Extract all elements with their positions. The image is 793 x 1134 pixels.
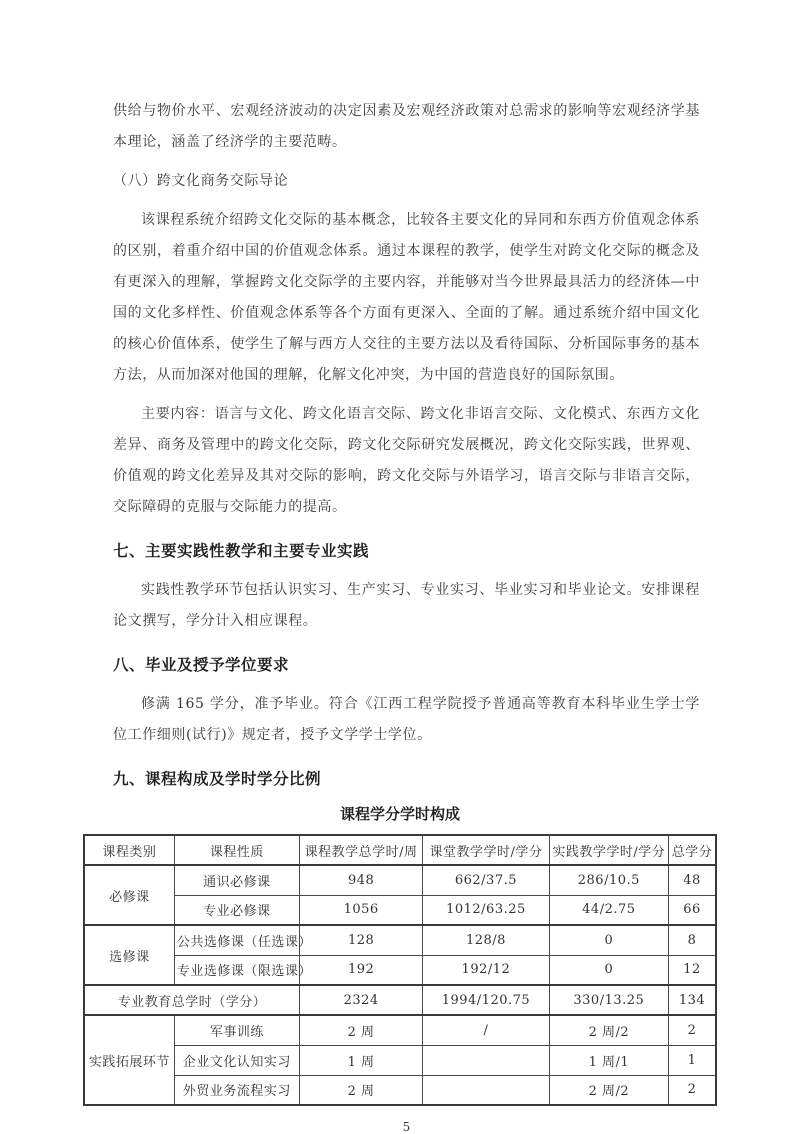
table-row <box>84 925 716 955</box>
table-row <box>84 1075 716 1105</box>
header-classroom-hours: 课堂教学学时/学分 <box>423 835 549 865</box>
cell-nature: 专业选修课（限选课） <box>174 955 299 985</box>
paragraph-course-description: 该课程系统介绍跨文化交际的基本概念，比较各主要文化的异同和东西方价值观念体系的区别，着重介绍中国的价值观念体系。通过本课程的教学，使学生对跨文化交际的概念及有更深入的理解，掌握跨文化交际学的主要内容，并能够对当今世界最具活力的经济体—中国的文化多样性、价值观念体系等各个方面有更深入、全面的了解。通过系统介绍中国文化的核心价值体系，使学生了解与西方人交往的主要方法以及看待国际、分析国际事务的基本方法，从而加深对他国的理解，化解文化冲突，为中国的营造良好的国际氛围。 <box>113 212 700 383</box>
section-heading-7-practical-teaching: 七、主要实践性教学和主要专业实践 <box>113 542 370 560</box>
table-row <box>84 895 716 925</box>
page-number: 5 <box>402 1120 411 1134</box>
cell-credits: 1 <box>669 1045 716 1075</box>
cell-total: 948 <box>300 865 423 895</box>
header-total-hours: 课程教学总学时/周 <box>300 835 423 865</box>
table-row-total <box>84 985 716 1015</box>
cell-classroom <box>423 1045 549 1075</box>
cell-classroom: 1994/120.75 <box>423 985 549 1015</box>
table-header-row <box>84 835 716 865</box>
paragraph-macroeconomics: 供给与物价水平、宏观经济波动的决定因素及宏观经济政策对总需求的影响等宏观经济学基本理论，涵盖了经济学的主要范畴。 <box>113 103 700 150</box>
cell-practice: 0 <box>549 955 668 985</box>
section-heading-9-course-structure: 九、课程构成及学时学分比例 <box>113 770 322 788</box>
table-row <box>84 1015 716 1045</box>
cell-classroom: 192/12 <box>423 955 549 985</box>
header-total-credits: 总学分 <box>669 835 716 865</box>
subheading-course-8: （八）跨文化商务交际导论 <box>113 173 289 189</box>
cell-classroom: 128/8 <box>423 925 549 955</box>
cell-practice: 44/2.75 <box>549 895 668 925</box>
cell-credits: 12 <box>669 955 716 985</box>
paragraph-main-content: 主要内容：语言与文化、跨文化语言交际、跨文化非语言交际、文化模式、东西方文化差异、商务及管理中的跨文化交际，跨文化交际研究发展概况，跨文化交际实践，世界观、价值观的跨文化差异及其对交际的影响，跨文化交际与外语学习，语言交际与非语言交际，交际障碍的克服与交际能力的提高。 <box>113 406 700 515</box>
group-cell-elective: 选修课 <box>84 925 174 985</box>
cell-practice: 1 周/1 <box>549 1045 668 1075</box>
cell-credits: 48 <box>669 865 716 895</box>
cell-total-label: 专业教育总学时（学分） <box>84 985 300 1015</box>
table-row <box>84 955 716 985</box>
course-credit-table <box>83 834 717 1106</box>
cell-classroom: 1012/63.25 <box>423 895 549 925</box>
cell-credits: 8 <box>669 925 716 955</box>
cell-total: 2 周 <box>300 1015 423 1045</box>
cell-practice: 2 周/2 <box>549 1075 668 1105</box>
cell-classroom: 662/37.5 <box>423 865 549 895</box>
cell-classroom: / <box>423 1015 549 1045</box>
cell-total: 2324 <box>300 985 423 1015</box>
header-course-category: 课程类别 <box>84 835 174 865</box>
cell-total: 192 <box>300 955 423 985</box>
cell-nature: 公共选修课（任选课） <box>174 925 299 955</box>
header-course-nature: 课程性质 <box>174 835 299 865</box>
cell-nature: 外贸业务流程实习 <box>174 1075 299 1105</box>
cell-credits: 2 <box>669 1015 716 1045</box>
header-practice-hours: 实践教学学时/学分 <box>549 835 668 865</box>
cell-classroom <box>423 1075 549 1105</box>
cell-credits: 66 <box>669 895 716 925</box>
cell-nature: 专业必修课 <box>174 895 299 925</box>
cell-total: 128 <box>300 925 423 955</box>
table-title: 课程学分学时构成 <box>339 805 460 823</box>
paragraph-graduation-requirements: 修满 165 学分，准予毕业。符合《江西工程学院授予普通高等教育本科毕业生学士学位工作细则(试行)》规定者，授予文学学士学位。 <box>113 696 700 743</box>
cell-practice: 2 周/2 <box>549 1015 668 1045</box>
table-row <box>84 865 716 895</box>
cell-total: 1 周 <box>300 1045 423 1075</box>
cell-nature: 军事训练 <box>174 1015 299 1045</box>
cell-total: 1056 <box>300 895 423 925</box>
cell-practice: 286/10.5 <box>549 865 668 895</box>
cell-practice: 330/13.25 <box>549 985 668 1015</box>
cell-credits: 134 <box>669 985 716 1015</box>
cell-practice: 0 <box>549 925 668 955</box>
cell-credits: 2 <box>669 1075 716 1105</box>
paragraph-practical-teaching: 实践性教学环节包括认识实习、生产实习、专业实习、毕业实习和毕业论文。安排课程论文撰写，学分计入相应课程。 <box>113 582 700 629</box>
group-cell-practice: 实践拓展环节 <box>84 1015 174 1105</box>
cell-total: 2 周 <box>300 1075 423 1105</box>
group-cell-required: 必修课 <box>84 865 174 925</box>
table-row <box>84 1045 716 1075</box>
cell-nature: 通识必修课 <box>174 865 299 895</box>
section-heading-8-graduation-degree: 八、毕业及授予学位要求 <box>113 656 290 674</box>
cell-nature: 企业文化认知实习 <box>174 1045 299 1075</box>
